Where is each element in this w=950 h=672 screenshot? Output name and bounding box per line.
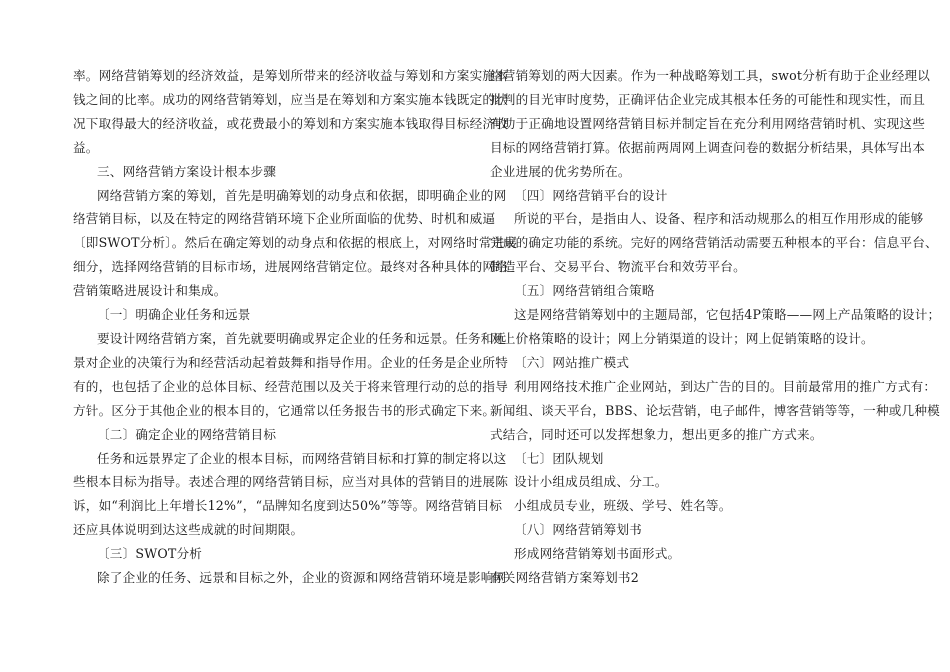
- right-column-line: 形成网络营销筹划书面形式。: [514, 546, 681, 562]
- left-column-line: 细分，选择网络营销的目标市场，进展网络营销定位。最终对各种具体的网络: [73, 259, 508, 275]
- right-column-line: 这是网络营销筹划中的主题局部，它包括4P策略——网上产品策略的设计；: [514, 307, 941, 323]
- left-column-line: 诉，如“利润比上年增长12%”，“品牌知名度到达50%”等等。网络营销目标: [73, 498, 503, 514]
- left-column-line: 任务和远景界定了企业的根本目标，而网络营销目标和打算的制定将以这: [97, 450, 507, 466]
- right-column-line: 〔四〕网络营销平台的设计: [514, 187, 668, 203]
- left-column-line: 方针。区分于其他企业的根本目的，它通常以任务报告书的形式确定下来。: [73, 402, 496, 418]
- left-column-line: 景对企业的决策行为和经营活动起着鼓舞和指导作用。企业的任务是企业所特: [73, 354, 508, 370]
- right-column-line: 〔八〕网络营销筹划书: [514, 522, 642, 538]
- left-column-line: 要设计网络营销方案，首先就要明确或界定企业的任务和远景。任务和远: [97, 330, 507, 346]
- right-column-line: 小组成员专业，班级、学号、姓名等。: [514, 498, 732, 514]
- left-column-line: 有的，也包括了企业的总体目标、经营范围以及关于将来管理行动的总的指导: [73, 378, 508, 394]
- left-column-line: 〔一〕明确企业任务和远景: [97, 307, 251, 323]
- left-text-column: [73, 64, 518, 590]
- right-text-column: [490, 64, 941, 590]
- left-column-line: 况下取得最大的经济收益，或花费最小的筹划和方案实施本钱取得目标经济收: [73, 115, 508, 131]
- right-column-line: 所说的平台，是指由人、设备、程序和活动规那么的相互作用形成的能够: [514, 211, 924, 227]
- left-column-line: 〔二〕确定企业的网络营销目标: [97, 426, 277, 442]
- left-column-line: 网络营销方案的筹划，首先是明确筹划的动身点和依据，即明确企业的网: [97, 187, 507, 203]
- left-column-line: 益。: [73, 139, 99, 155]
- left-column-line: 营销策略进展设计和集成。: [73, 283, 227, 299]
- left-column-line: 些根本目标为指导。表述合理的网络营销目标，应当对具体的营销目的进展陈: [73, 474, 508, 490]
- right-column-line: 利用网络技术推广企业网站，到达广告的目的。目前最常用的推广方式有：: [514, 378, 937, 394]
- right-column-line: 〔五〕网络营销组合策略: [514, 283, 655, 299]
- left-column-line: 除了企业的任务、远景和目标之外，企业的资源和网络营销环境是影响网: [97, 570, 507, 586]
- right-column-line: 络营销筹划的两大因素。作为一种战略筹划工具，swot分析有助于企业经理以: [490, 68, 931, 83]
- right-column-line: 新闻组、谈天平台，BBS、论坛营销，电子邮件，博客营销等等，一种或几种模: [490, 402, 940, 418]
- right-column-line: 目标的网络营销打算。依据前两周网上调查问卷的数据分析结果，具体写出本: [490, 139, 925, 155]
- right-column-line: 式结合，同时还可以发挥想象力，想出更多的推广方式来。: [490, 426, 823, 442]
- left-column-line: 还应具体说明到达这些成就的时间期限。: [73, 522, 304, 538]
- right-column-line: 企业进展的优劣势所在。: [490, 163, 631, 179]
- right-column-line: 制造平台、交易平台、物流平台和效劳平台。: [490, 259, 746, 275]
- left-column-line: 率。网络营销筹划的经济效益，是筹划所带来的经济收益与筹划和方案实施本: [73, 68, 508, 83]
- right-column-line: 有助于正确地设置网络营销目标并制定旨在充分利用网络营销时机、实现这些: [490, 115, 925, 131]
- left-column-line: 钱之间的比率。成功的网络营销筹划，应当是在筹划和方案实施本钱既定的状: [73, 91, 508, 107]
- right-column-line: 完成的确定功能的系统。完好的网络营销活动需要五种根本的平台：信息平台、: [490, 235, 938, 251]
- left-column-line: 〔即SWOT分析〕。然后在确定筹划的动身点和依据的根底上，对网络时常进展: [73, 235, 518, 251]
- right-column-line: 网上价格策略的设计；网上分销渠道的设计；网上促销策略的设计。: [490, 330, 874, 346]
- left-column-line: 络营销目标，以及在特定的网络营销环境下企业所面临的优势、时机和威逼: [73, 211, 496, 227]
- right-column-line: 有关网络营销方案筹划书2: [490, 570, 639, 586]
- right-column-line: 〔七〕团队规划: [514, 450, 604, 466]
- right-column-line: 批判的目光审时度势，正确评估企业完成其根本任务的可能性和现实性，而且: [490, 91, 925, 107]
- left-column-line: 三、网络营销方案设计根本步骤: [97, 163, 277, 179]
- right-column-line: 设计小组成员组成、分工。: [514, 474, 668, 490]
- right-column-line: 〔六〕网站推广模式: [514, 354, 630, 370]
- left-column-line: 〔三〕SWOT分析: [97, 546, 203, 562]
